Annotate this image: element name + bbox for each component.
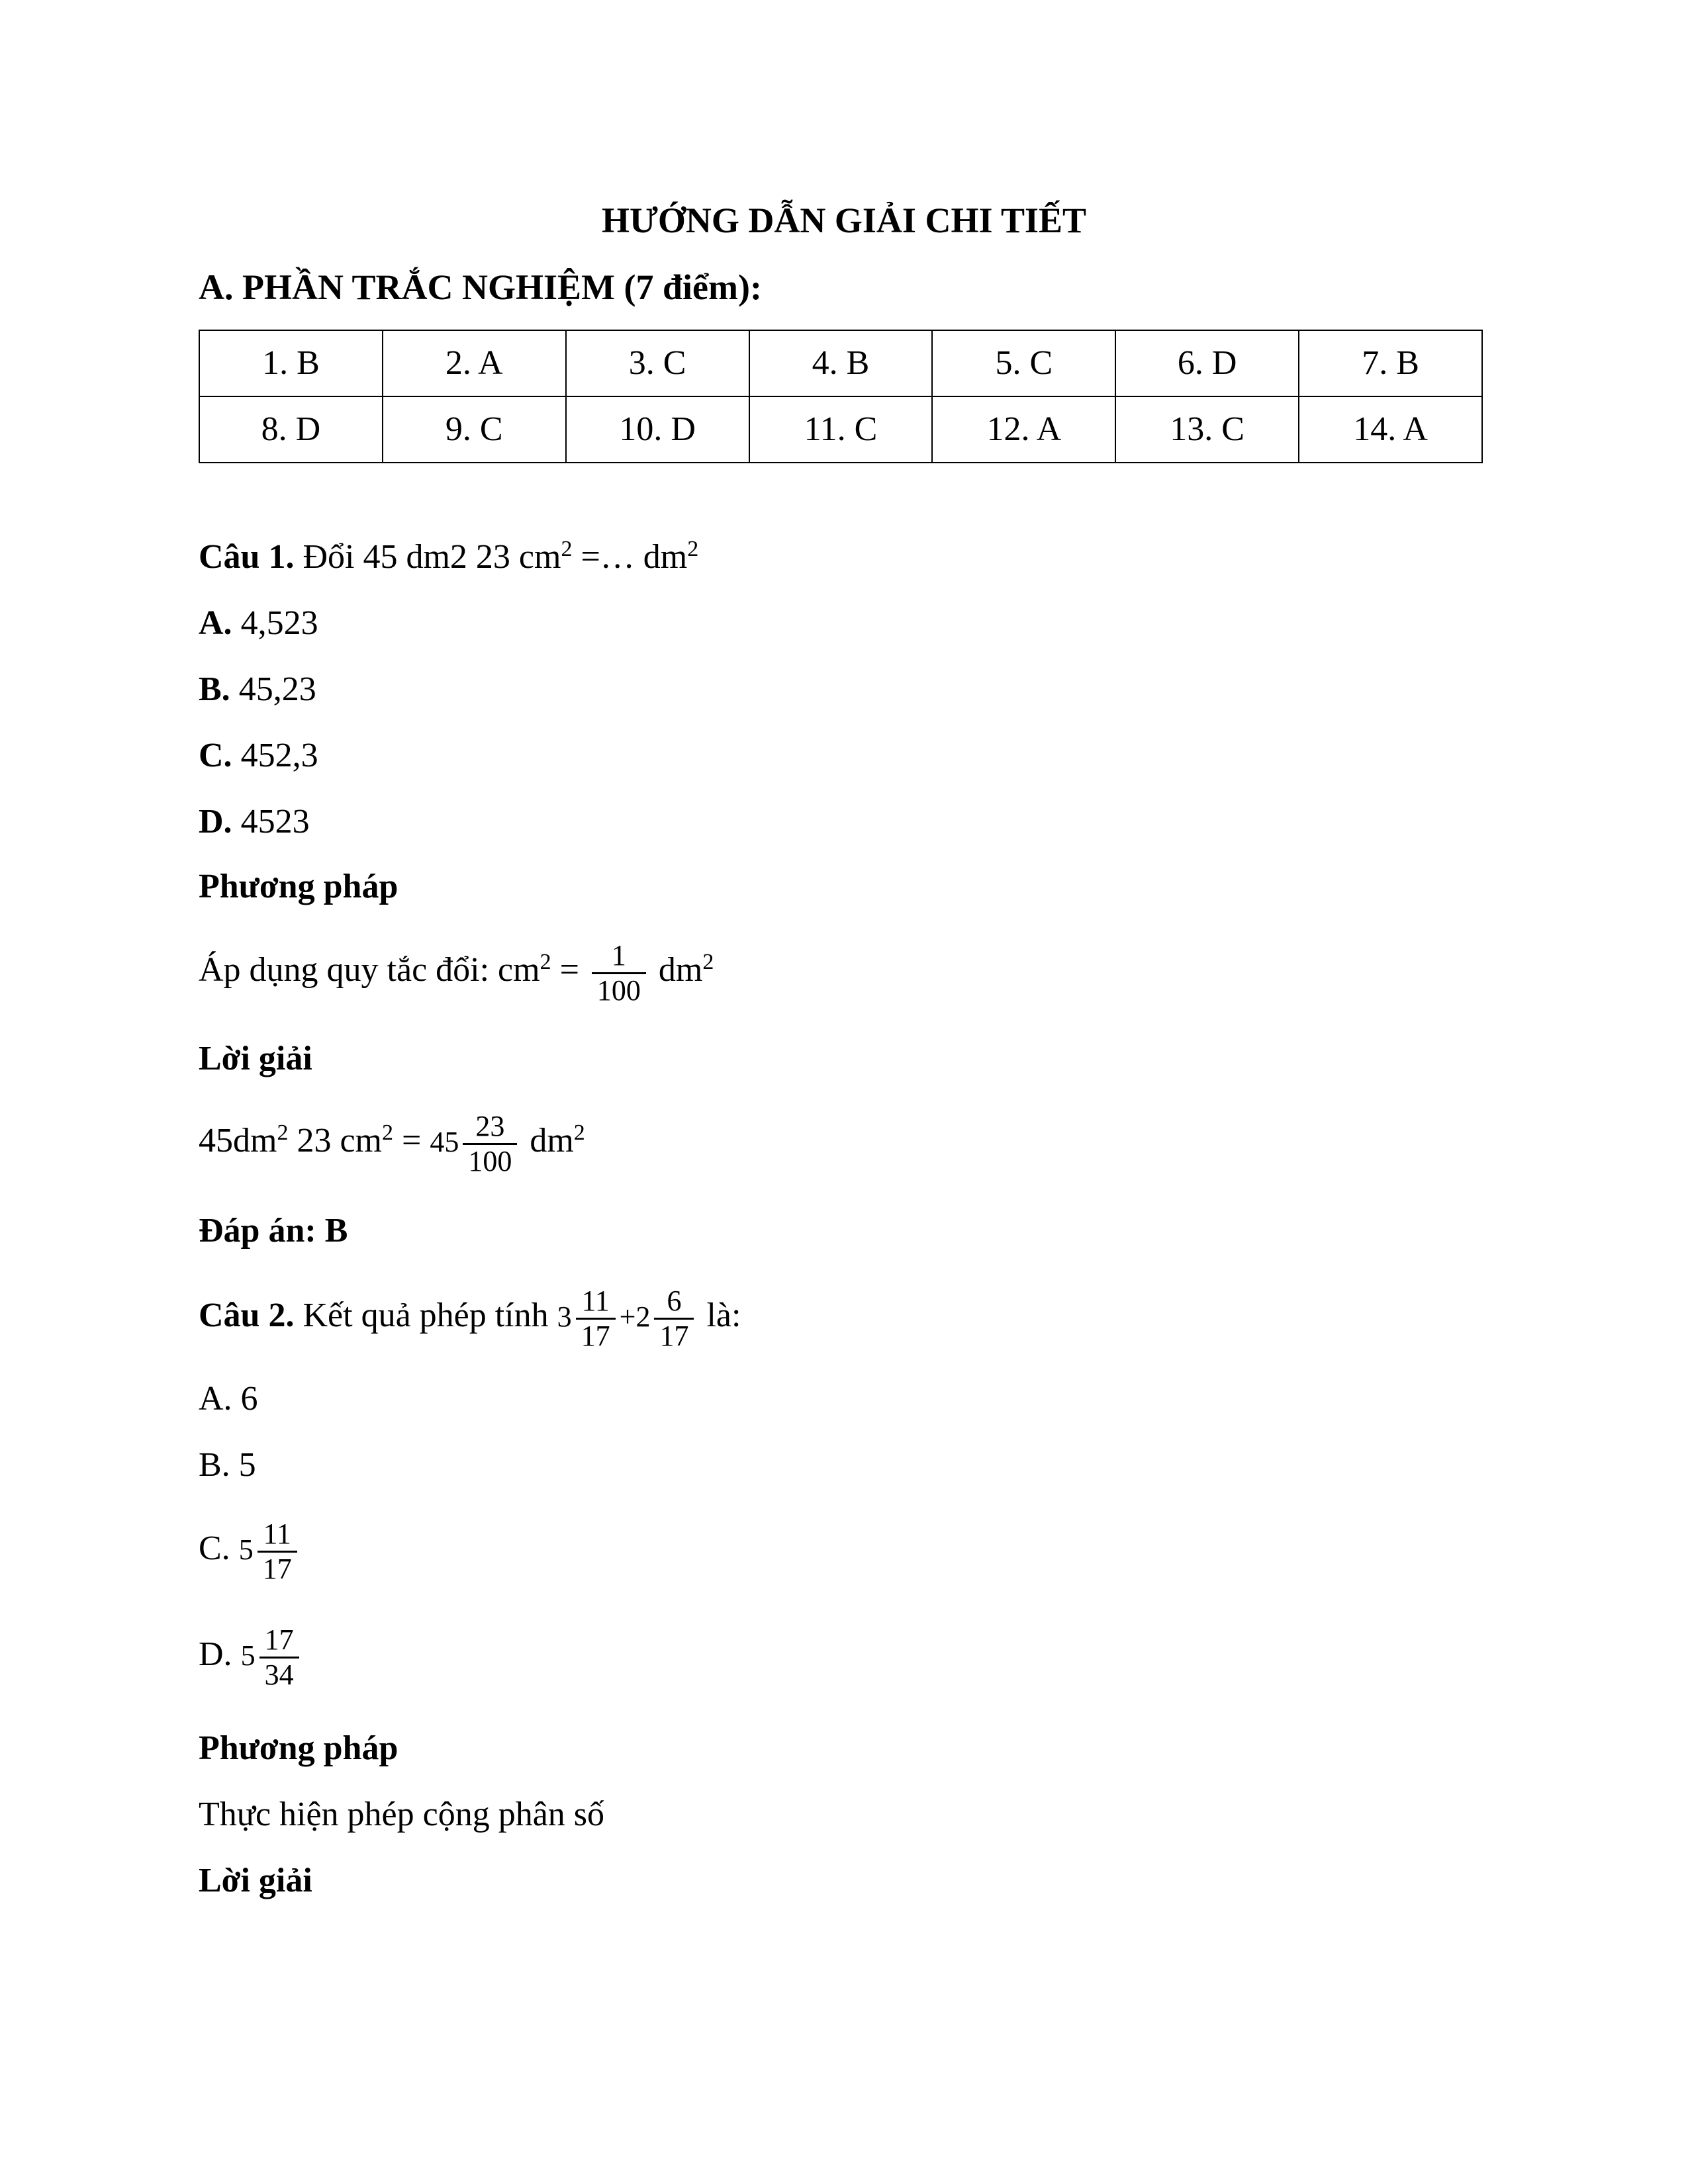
superscript: 2 — [381, 1120, 393, 1145]
fraction — [259, 1623, 299, 1692]
solution-heading: Lời giải — [199, 1862, 312, 1899]
table-cell: 13. C — [1115, 396, 1299, 463]
denominator: 17 — [576, 1318, 616, 1353]
unit: dm — [530, 1122, 574, 1160]
denominator: 100 — [463, 1143, 517, 1178]
table-cell: 4. B — [749, 330, 933, 396]
question-label: Câu 2. — [199, 1297, 295, 1334]
method-text: Thực hiện phép cộng phân số — [199, 1796, 605, 1833]
option-letter: B. — [199, 670, 230, 708]
superscript: 2 — [702, 950, 714, 974]
question-1 — [199, 536, 698, 578]
fraction — [258, 1518, 297, 1586]
numerator: 11 — [263, 1517, 291, 1550]
table-cell: 1. B — [199, 330, 383, 396]
superscript: 2 — [539, 950, 551, 974]
option-value: 45,23 — [230, 670, 316, 708]
numerator: 1 — [611, 938, 626, 972]
option-c — [199, 735, 318, 777]
method-heading: Phương pháp — [199, 1729, 399, 1767]
method-text — [199, 933, 714, 1007]
table-cell: 12. A — [932, 396, 1115, 463]
table-cell: 14. A — [1299, 396, 1482, 463]
question-text: Đổi 45 dm2 23 cm — [294, 538, 561, 576]
option-letter: D. — [199, 803, 232, 841]
numerator: 17 — [264, 1623, 294, 1656]
whole-number: 5 — [238, 1533, 254, 1566]
whole-number: 45 — [430, 1126, 459, 1158]
option-letter: D. — [199, 1635, 232, 1673]
option-letter: C. — [199, 737, 232, 774]
equals-sign: = — [551, 951, 588, 989]
numerator: 23 — [475, 1109, 505, 1142]
question-label: Câu 1. — [199, 538, 295, 576]
denominator: 17 — [258, 1551, 297, 1586]
option-a: A. 6 — [199, 1380, 258, 1418]
option-letter: C. — [199, 1529, 230, 1567]
question-text: là: — [698, 1297, 741, 1334]
table-cell: 6. D — [1115, 330, 1299, 396]
fraction — [654, 1285, 694, 1353]
option-value: 452,3 — [232, 737, 318, 774]
fraction — [463, 1110, 517, 1178]
table-row — [199, 396, 1482, 463]
question-text: Kết quả phép tính — [294, 1297, 557, 1334]
superscript: 2 — [277, 1120, 289, 1145]
fraction — [592, 939, 646, 1007]
question-2 — [199, 1279, 741, 1354]
fraction — [576, 1285, 616, 1353]
option-value: 4,523 — [232, 604, 318, 642]
method-heading: Phương pháp — [199, 868, 399, 905]
table-cell: 8. D — [199, 396, 383, 463]
option-b — [199, 668, 316, 711]
solution-text — [199, 1104, 585, 1179]
whole-number: 3 — [557, 1300, 572, 1333]
table-row — [199, 330, 1482, 396]
answer-text: Đáp án: B — [199, 1212, 348, 1250]
option-letter: A. — [199, 604, 232, 642]
solution-value: 45dm — [199, 1122, 277, 1160]
whole-number: 5 — [240, 1639, 256, 1672]
numerator: 6 — [667, 1284, 682, 1317]
option-d — [199, 1617, 303, 1693]
table-cell: 7. B — [1299, 330, 1482, 396]
answer-key-table — [199, 330, 1483, 463]
table-cell: 11. C — [749, 396, 933, 463]
equals-sign: = — [393, 1122, 430, 1160]
option-b: B. 5 — [199, 1446, 256, 1484]
table-cell: 3. C — [566, 330, 749, 396]
table-cell: 9. C — [383, 396, 566, 463]
superscript: 2 — [561, 537, 573, 561]
section-a-heading: A. PHẦN TRẮC NGHIỆM (7 điểm): — [199, 267, 762, 307]
whole-number: 2 — [635, 1300, 651, 1333]
unit: dm — [658, 951, 703, 989]
table-cell: 2. A — [383, 330, 566, 396]
table-cell: 5. C — [932, 330, 1115, 396]
option-a — [199, 602, 318, 645]
plus-sign: + — [619, 1300, 636, 1333]
denominator: 17 — [654, 1318, 694, 1353]
numerator: 11 — [581, 1284, 610, 1317]
denominator: 100 — [592, 972, 646, 1007]
superscript: 2 — [687, 537, 699, 561]
page-title: HƯỚNG DẪN GIẢI CHI TIẾT — [601, 201, 1087, 240]
method-label: Áp dụng quy tắc đổi: cm — [199, 951, 540, 989]
option-d — [199, 801, 310, 843]
option-c — [199, 1512, 301, 1587]
table-cell: 10. D — [566, 396, 749, 463]
denominator: 34 — [259, 1657, 299, 1692]
superscript: 2 — [573, 1120, 585, 1145]
solution-value: 23 cm — [288, 1122, 382, 1160]
question-text: =… dm — [572, 538, 688, 576]
option-value: 4523 — [232, 803, 310, 841]
solution-heading: Lời giải — [199, 1040, 312, 1077]
